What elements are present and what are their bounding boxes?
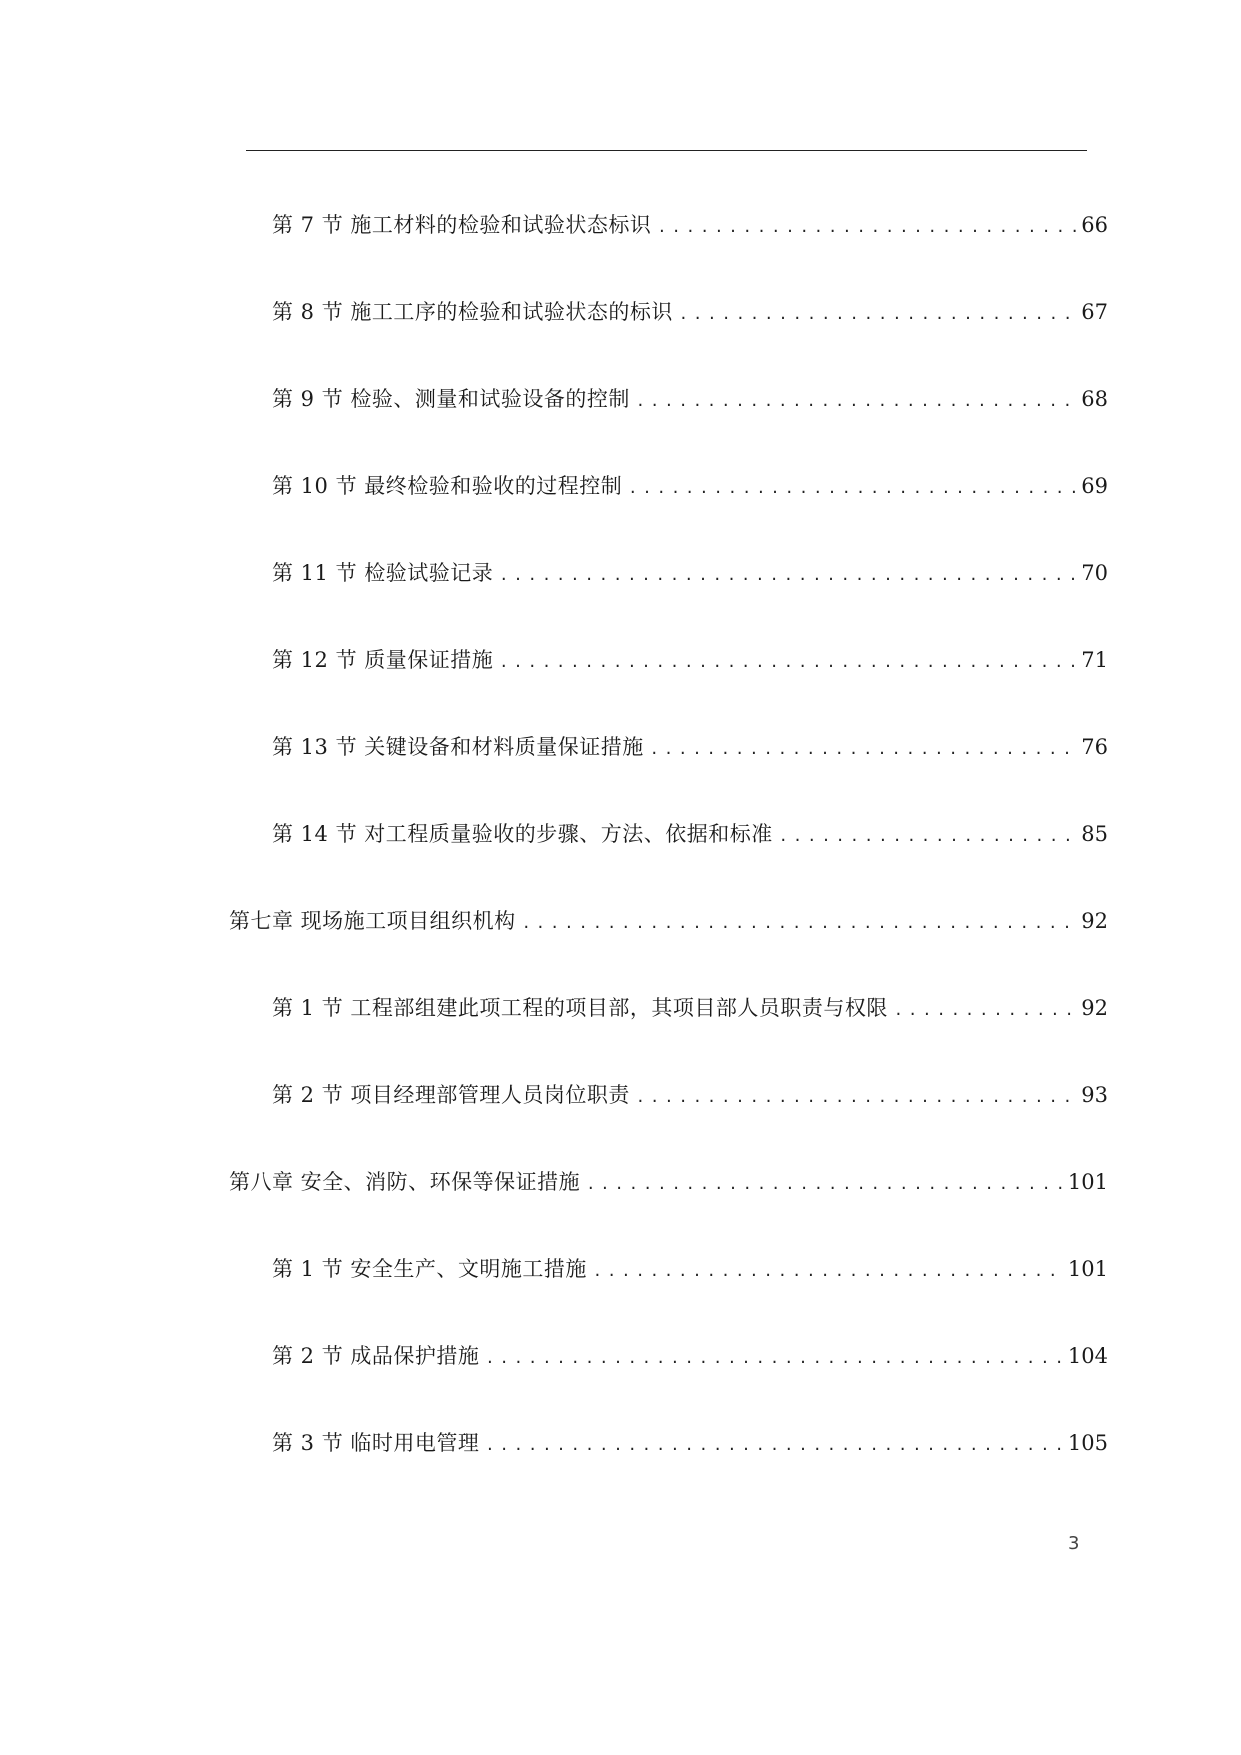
toc-entry-page: 92 [1081, 996, 1108, 1020]
toc-entry-page: 105 [1067, 1431, 1108, 1455]
toc-leader-dots [593, 1254, 1064, 1288]
toc-entry [272, 556, 1108, 590]
toc-entry-page: 71 [1081, 648, 1108, 672]
toc-entry [272, 817, 1108, 851]
toc-entry [272, 730, 1108, 764]
toc-entry [272, 208, 1108, 242]
toc-entry-page: 76 [1081, 735, 1108, 759]
toc-leader-dots [628, 471, 1077, 505]
toc-entry-page: 93 [1081, 1083, 1108, 1107]
toc-entry-label: 第 2 节 项目经理部管理人员岗位职责 [272, 1083, 630, 1107]
toc-leader-dots [485, 1428, 1064, 1462]
toc-entry-label: 第 14 节 对工程质量验收的步骤、方法、依据和标准 [272, 822, 773, 846]
toc-entry-label: 第 2 节 成品保护措施 [272, 1344, 480, 1368]
toc-leader-dots [679, 297, 1077, 331]
page-number: 3 [1068, 1533, 1080, 1554]
toc-entry-label: 第 1 节 工程部组建此项工程的项目部，其项目部人员职责与权限 [272, 996, 888, 1020]
toc-leader-dots [636, 384, 1077, 418]
toc-entry-label: 第 13 节 关键设备和材料质量保证措施 [272, 735, 644, 759]
toc-leader-dots [499, 645, 1077, 679]
toc-entry-label: 第八章 安全、消防、环保等保证措施 [229, 1170, 581, 1194]
toc-leader-dots [657, 210, 1077, 244]
toc-entry-page: 70 [1081, 561, 1108, 585]
toc-entry-page: 68 [1081, 387, 1108, 411]
toc-entry [272, 469, 1108, 503]
toc-entry-label: 第 11 节 检验试验记录 [272, 561, 494, 585]
toc-entry-page: 66 [1081, 213, 1108, 237]
toc-leader-dots [586, 1167, 1064, 1201]
toc-entry-label: 第 3 节 临时用电管理 [272, 1431, 480, 1455]
toc-entry-label: 第 9 节 检验、测量和试验设备的控制 [272, 387, 630, 411]
toc-leader-dots [650, 732, 1078, 766]
toc-chapter-entry [229, 904, 1108, 938]
toc-leader-dots [894, 993, 1077, 1027]
toc-leader-dots [499, 558, 1077, 592]
header-rule [246, 150, 1087, 151]
toc-entry-page: 67 [1081, 300, 1108, 324]
toc-entry [272, 1339, 1108, 1373]
toc-leader-dots [522, 906, 1078, 940]
toc-entry-page: 104 [1067, 1344, 1108, 1368]
toc-chapter-entry [229, 1165, 1108, 1199]
toc-entry [272, 382, 1108, 416]
toc-entry-page: 69 [1081, 474, 1108, 498]
toc-entry-label: 第 8 节 施工工序的检验和试验状态的标识 [272, 300, 673, 324]
toc-leader-dots [779, 819, 1078, 853]
toc-entry-page: 101 [1067, 1257, 1108, 1281]
toc-leader-dots [485, 1341, 1064, 1375]
toc-entry-label: 第 10 节 最终检验和验收的过程控制 [272, 474, 623, 498]
toc-entry-label: 第七章 现场施工项目组织机构 [229, 909, 516, 933]
toc-entry [272, 1078, 1108, 1112]
toc-entry [272, 1426, 1108, 1460]
toc-entry-label: 第 1 节 安全生产、文明施工措施 [272, 1257, 587, 1281]
toc-entry-label: 第 7 节 施工材料的检验和试验状态标识 [272, 213, 652, 237]
toc-entry [272, 295, 1108, 329]
toc-leader-dots [636, 1080, 1077, 1114]
toc-entry [272, 643, 1108, 677]
toc-entry-page: 85 [1081, 822, 1108, 846]
toc-entry-page: 92 [1081, 909, 1108, 933]
toc-entry [272, 1252, 1108, 1286]
toc-entry-page: 101 [1067, 1170, 1108, 1194]
toc-entry [272, 991, 1108, 1025]
toc-entry-label: 第 12 节 质量保证措施 [272, 648, 494, 672]
